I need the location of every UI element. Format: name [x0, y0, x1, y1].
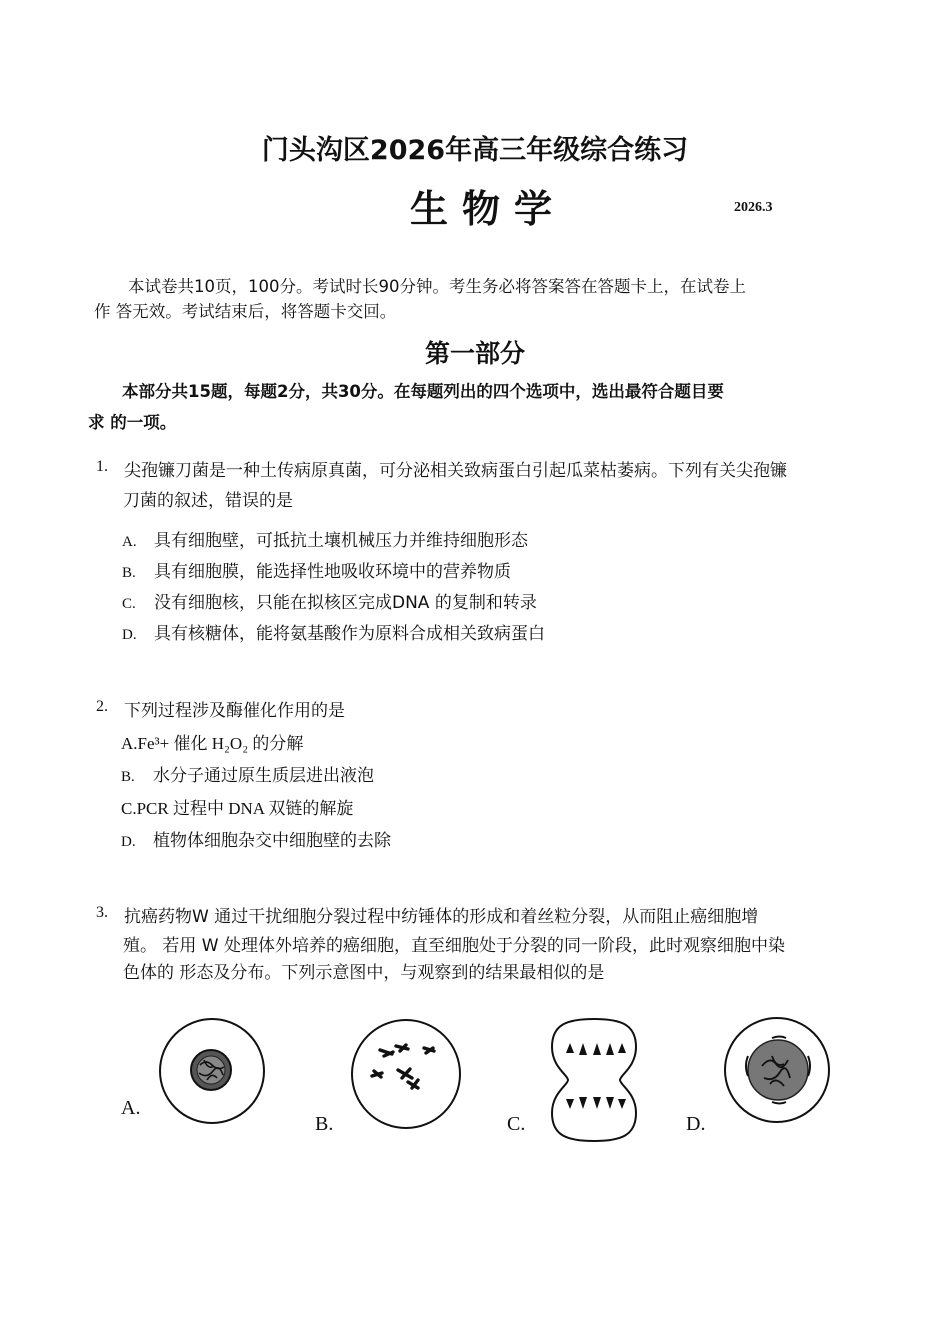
question-3-stem-line-3: 色体的 形态及分布。下列示意图中，与观察到的结果最相似的是 [123, 963, 605, 983]
figure-a-label: A. [121, 1097, 141, 1119]
question-1-stem-line-2: 刀菌的叙述，错误的是 [123, 491, 293, 511]
option-label: C. [122, 596, 136, 612]
part-desc-line-2: 求 的一项。 [88, 413, 177, 432]
option-text: 没有细胞核，只能在拟核区完成DNA 的复制和转录 [154, 593, 537, 613]
question-1-option-b[interactable] [122, 557, 511, 582]
exam-title: 门头沟区2026年高三年级综合练习 [261, 135, 689, 166]
question-2-option-a[interactable] [121, 729, 303, 754]
figure-b-label: B. [315, 1113, 334, 1135]
option-text: 水分子通过原生质层进出液泡 [153, 766, 374, 786]
instructions-line-2: 作 答无效。考试结束后，将答题卡交回。 [94, 302, 397, 321]
option-label: A. [122, 534, 137, 550]
option-text: PCR 过程中 DNA 双链的解旋 [136, 799, 354, 818]
option-label: A. [121, 734, 138, 753]
subject-title: 生物学 [410, 187, 567, 231]
question-2-option-c[interactable] [121, 794, 353, 819]
question-1-option-a[interactable] [122, 526, 528, 551]
figure-c-cell-diagram [546, 1017, 642, 1143]
part-title: 第一部分 [424, 339, 525, 368]
question-2-option-d[interactable] [121, 826, 391, 851]
option-text: 具有核糖体，能将氨基酸作为原料合成相关致病蛋白 [154, 624, 545, 644]
question-3-stem-line-2: 殖。 若用 W 处理体外培养的癌细胞，直至细胞处于分裂的同一阶段，此时观察细胞中染 [123, 936, 786, 956]
exam-date: 2026.3 [734, 200, 773, 215]
option-text: 具有细胞膜，能选择性地吸收环境中的营养物质 [154, 562, 511, 582]
question-1-number: 1. [96, 458, 108, 475]
figure-c-label: C. [507, 1113, 526, 1135]
question-2-number: 2. [96, 698, 108, 715]
figure-b-cell-diagram [346, 1018, 466, 1130]
question-1-option-d[interactable] [122, 619, 545, 644]
option-text: Fe³+ 催化 H₂O₂ 的分解 [137, 734, 304, 753]
question-1-option-c[interactable] [122, 588, 537, 613]
question-3-stem-line-1: 抗癌药物W 通过干扰细胞分裂过程中纺锤体的形成和着丝粒分裂，从而阻止癌细胞增 [124, 907, 759, 927]
question-2-stem-line-1: 下列过程涉及酶催化作用的是 [124, 701, 345, 721]
question-2-option-b[interactable] [121, 761, 374, 786]
option-text: 植物体细胞杂交中细胞壁的去除 [153, 831, 391, 851]
figure-d-cell-diagram [722, 1016, 832, 1124]
option-label: D. [122, 627, 137, 643]
option-text: 具有细胞壁，可抵抗土壤机械压力并维持细胞形态 [154, 531, 528, 551]
figure-d-label: D. [686, 1113, 706, 1135]
instructions-line-1: 本试卷共10页，100分。考试时长90分钟。考生务必将答案答在答题卡上，在试卷上 [128, 277, 746, 296]
figure-a-cell-diagram [152, 1018, 272, 1128]
option-label: D. [121, 834, 136, 850]
part-desc-line-1: 本部分共15题，每题2分，共30分。在每题列出的四个选项中，选出最符合题目要 [122, 382, 724, 401]
option-label: B. [122, 565, 136, 581]
question-1-stem-line-1: 尖孢镰刀菌是一种土传病原真菌，可分泌相关致病蛋白引起瓜菜枯萎病。下列有关尖孢镰 [124, 461, 787, 481]
option-label: C. [121, 799, 137, 818]
option-label: B. [121, 769, 135, 785]
question-3-number: 3. [96, 904, 108, 921]
